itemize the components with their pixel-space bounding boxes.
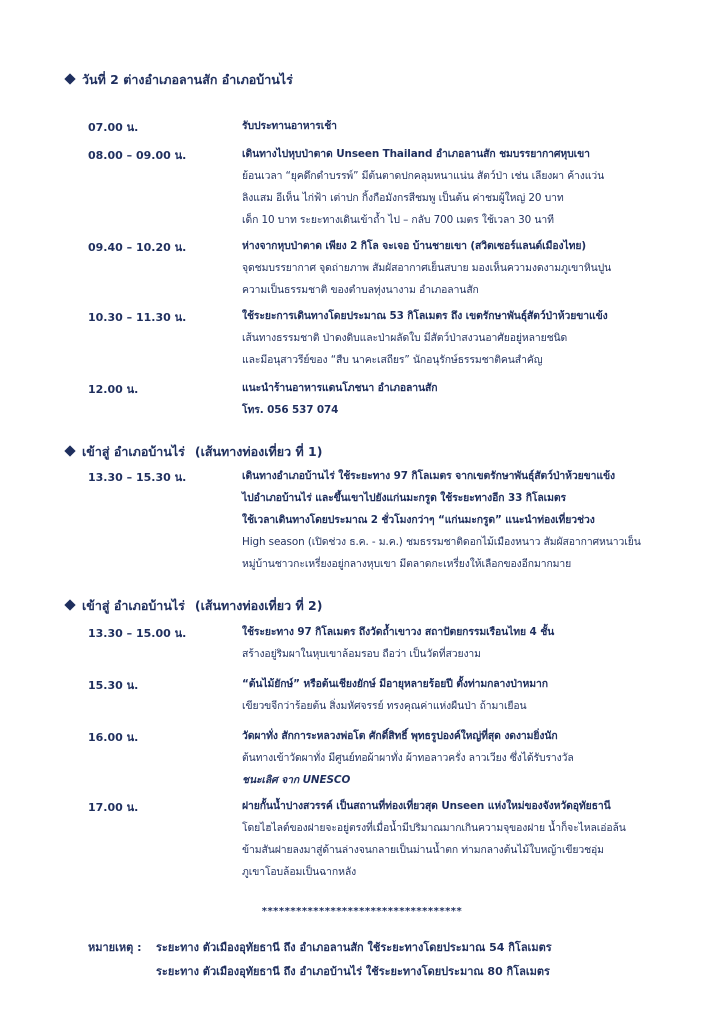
diamond-bullet-icon xyxy=(64,445,75,456)
time-label: 13.30 – 15.00 น. xyxy=(88,627,187,640)
time-label: 09.40 – 10.20 น. xyxy=(88,241,187,254)
item-line: และมีอนุสาวรีย์ของ “สืบ นาคะเสถียร” นักอนุรักษ์ธรรมชาติคนสำคัญ xyxy=(242,354,543,366)
item-line: เดินทางอำเภอบ้านไร่ ใช้ระยะทาง 97 กิโลเมตร จากเขตรักษาพันธุ์สัตว์ป่าห้วยขาแข้ง xyxy=(242,470,615,482)
item-line: หมู่บ้านชาวกะเหรี่ยงอยู่กลางหุบเขา มีตลาดกะเหรี่ยงให้เลือกของอีกมากมาย xyxy=(242,558,572,570)
item-line: เดินทางไปหุบป่าตาด Unseen Thailand อำเภอลานสัก ชมบรรยากาศหุบเขา xyxy=(242,148,590,160)
note-line: ระยะทาง ตัวเมืองอุทัยธานี ถึง อำเภอลานสัก ใช้ระยะทางโดยประมาณ 54 กิโลเมตร xyxy=(156,941,552,954)
diamond-bullet-icon xyxy=(64,73,75,84)
item-line: “ต้นไม้ยักษ์” หรือต้นเชียงยักษ์ มีอายุหลายร้อยปี ตั้งท่ามกลางป่าหมาก xyxy=(242,678,548,690)
stars-divider: *********************************** xyxy=(261,906,463,917)
item-line: ข้ามสันฝายลงมาสู่ด้านล่างจนกลายเป็นม่านน้ำตก ท่ามกลางต้นไม้ใบหญ้าเขียวชอุ่ม xyxy=(242,844,604,856)
item-line: ใช้ระยะการเดินทางโดยประมาณ 53 กิโลเมตร ถึง เขตรักษาพันธุ์สัตว์ป่าห้วยขาแข้ง xyxy=(242,310,608,322)
item-line: ลิงแสม อีเห็น ไก่ฟ้า เต่าปก กิ้งกือมังกรสีชมพู เป็นต้น ค่าชมผู้ใหญ่ 20 บาท xyxy=(242,192,564,204)
item-line: เขียวขจีกว่าร้อยต้น สิ่งมหัศจรรย์ ทรงคุณค่าแห่งผืนป่า ถ้ามาเยือน xyxy=(242,700,527,712)
time-label: 15.30 น. xyxy=(88,679,139,692)
item-line: ความเป็นธรรมชาติ ของตำบลทุ่งนางาม อำเภอลานสัก xyxy=(242,284,479,296)
item-line: ใช้เวลาเดินทางโดยประมาณ 2 ชั่วโมงกว่าๆ “แก่นมะกรูด” แนะนำท่องเที่ยวช่วง xyxy=(242,514,595,526)
notes-label: หมายเหตุ : xyxy=(88,941,142,954)
section-heading-route2 xyxy=(66,596,322,616)
section-title: เข้าสู่ อำเภอบ้านไร่ xyxy=(82,598,185,613)
item-line: ย้อนเวลา “ยุคดึกดำบรรพ์” มีต้นตาดปกคลุมหนาแน่น สัตว์ป่า เช่น เลียงผา ค้างแว่น xyxy=(242,170,605,182)
time-label: 17.00 น. xyxy=(88,801,139,814)
time-label: 08.00 – 09.00 น. xyxy=(88,149,187,162)
item-line: ต้นทางเข้าวัดผาทั่ง มีศูนย์ทอผ้าผาทั่ง ผ้าทอลาวครั่ง ลาวเวียง ซึ่งได้รับรางวัล xyxy=(242,752,574,764)
item-line: สร้างอยู่ริมผาในหุบเขาล้อมรอบ ถือว่า เป็นวัดที่สวยงาม xyxy=(242,648,481,660)
item-line: ฝายกั้นน้ำปางสวรรค์ เป็นสถานที่ท่องเที่ยวสุด Unseen แห่งใหม่ของจังหวัดอุทัยธานี xyxy=(242,800,611,812)
section-title: เข้าสู่ อำเภอบ้านไร่ xyxy=(82,444,185,459)
diamond-bullet-icon xyxy=(64,599,75,610)
note-line: ระยะทาง ตัวเมืองอุทัยธานี ถึง อำเภอบ้านไร่ ใช้ระยะทางโดยประมาณ 80 กิโลเมตร xyxy=(156,965,550,978)
item-line: ไปอำเภอบ้านไร่ และขึ้นเขาไปยังแก่นมะกรูด ใช้ระยะทางอีก 33 กิโลเมตร xyxy=(242,492,566,504)
item-line: ห่างจากหุบป่าตาด เพียง 2 กิโล จะเจอ บ้านชายเขา (สวิตเซอร์แลนด์เมืองไทย) xyxy=(242,240,587,252)
item-line: โดยไฮไลต์ของฝายจะอยู่ตรงที่เมื่อน้ำมีปริมาณมากเกินความจุของฝาย น้ำก็จะไหลเอ่อล้น xyxy=(242,822,626,834)
time-label: 16.00 น. xyxy=(88,731,139,744)
item-line: ใช้ระยะทาง 97 กิโลเมตร ถึงวัดถ้ำเขาวง สถาปัตยกรรมเรือนไทย 4 ชั้น xyxy=(242,626,555,638)
item-line: ชนะเลิศ จาก UNESCO xyxy=(242,774,351,786)
section-heading-day2 xyxy=(66,70,293,90)
item-line: โทร. 056 537 074 xyxy=(242,404,339,416)
item-line: ภูเขาโอบล้อมเป็นฉากหลัง xyxy=(242,866,357,878)
time-label: 10.30 – 11.30 น. xyxy=(88,311,187,324)
time-label: 12.00 น. xyxy=(88,383,139,396)
section-subtitle: (เส้นทางท่องเที่ยว ที่ 2) xyxy=(194,598,323,613)
item-line: เด็ก 10 บาท ระยะทางเดินเข้าถ้ำ ไป – กลับ 700 เมตร ใช้เวลา 30 นาที xyxy=(242,214,554,226)
section-title: วันที่ 2 ต่างอำเภอลานสัก อำเภอบ้านไร่ xyxy=(82,72,293,87)
section-heading-route1 xyxy=(66,442,322,462)
item-line: High season (เปิดช่วง ธ.ค. - ม.ค.) ชมธรรมชาติดอกไม้เมืองหนาว สัมผัสอากาศหนาวเย็น xyxy=(242,536,641,548)
item-line: แนะนำร้านอาหารแดนโภชนา อำเภอลานสัก xyxy=(242,382,438,394)
item-line: จุดชมบรรยากาศ จุดถ่ายภาพ สัมผัสอากาศเย็นสบาย มองเห็นความงดงามภูเขาหินปูน xyxy=(242,262,612,274)
time-label: 13.30 – 15.30 น. xyxy=(88,471,187,484)
item-line: เส้นทางธรรมชาติ ป่าดงดิบและป่าผลัดใบ มีสัตว์ป่าสงวนอาศัยอยู่หลายชนิด xyxy=(242,332,568,344)
item-line: วัดผาทั่ง สักการะหลวงพ่อโต ศักดิ์สิทธิ์ พุทธรูปองค์ใหญ่ที่สุด งดงามยิ่งนัก xyxy=(242,730,558,742)
item-line: รับประทานอาหารเช้า xyxy=(242,120,337,132)
section-subtitle: (เส้นทางท่องเที่ยว ที่ 1) xyxy=(194,444,323,459)
time-label: 07.00 น. xyxy=(88,121,139,134)
